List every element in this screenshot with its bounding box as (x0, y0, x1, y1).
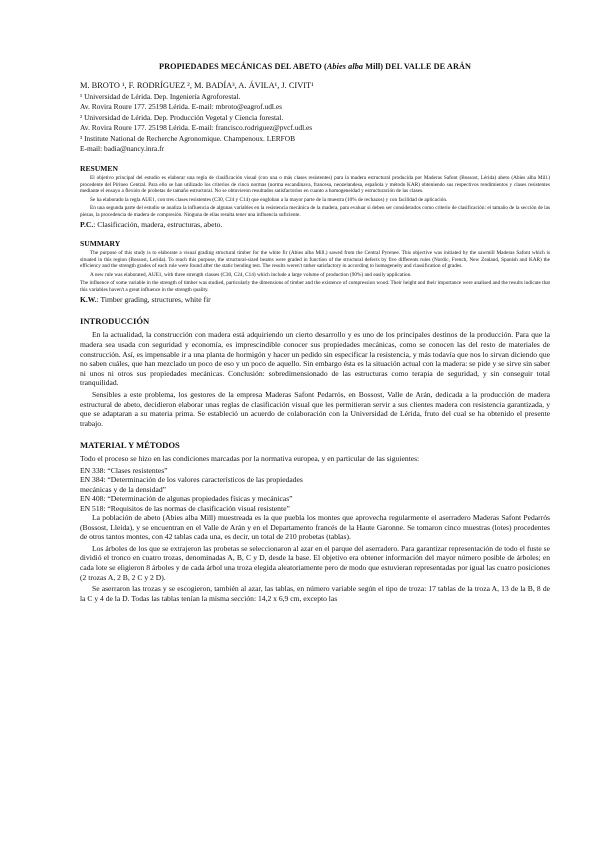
keywords-text: : Clasificación, madera, estructuras, abeto. (93, 220, 223, 230)
resumen-keywords (80, 220, 550, 229)
norm-item: EN 518: “Requisitos de las normas de clasificación visual resistente” (80, 503, 290, 513)
title-species: Abies alba (326, 62, 364, 71)
title-post: Mill) DEL VALLE DE ARÁN (363, 62, 471, 71)
resumen-paragraph: Se ha elaborado la regla AUE1, con tres clases resistentes (C30, C24 y C14) que engloban a la mayor parte de la muestra (10% de rechazos) y con facilidad de aplicación. (90, 196, 448, 203)
materiales-heading: MATERIAL Y MÉTODOS (80, 440, 180, 451)
body-paragraph: Todo el proceso se hizo en las condiciones marcadas por la normativa europea, y en particular de las siguientes: (80, 454, 420, 464)
summary-paragraph: The influence of some variable in the strength of timber was studied, particularly the dimensions of timber and the existence of compression wood. Their height and their importance were analised and the results indicate that this variables haven't a great influence in the strength quality. (80, 280, 550, 293)
body-paragraph: En la actualidad, la construcción con madera está adquiriendo un cierto desarrollo y es uno de los principales destinos de la producción. Para que la madera sea usada con seguridad y economía, es imprescindible conocer sus propiedades mecánicas, como se conocen las del resto de materiales de construcción. Así, es impensable ir a una planta de hormigón y hacer un pedido sin especificar la resistencia, y más todavía que nos lo sirvan diciendo que no saben cuáles, que han mezclado un poco de eso y un poco de aquello. Sin embargo ésta es la situación actual con la madera: se pide y se sirve sin saber ni unos ni otros sus propiedades mecánicas. Conclusión: sobredimensionado de las estructuras como terapia de seguridad, y sin conseguir total tranquilidad. (80, 330, 550, 388)
paper-title (80, 62, 550, 71)
title-pre: PROPIEDADES MECÁNICAS DEL ABETO ( (159, 62, 327, 71)
keywords-label: K.W. (80, 295, 97, 305)
summary-keywords (80, 295, 550, 304)
norm-item: EN 408: “Determinación de algunas propiedades físicas y mecánicas” (80, 494, 293, 504)
norm-item: mecánicas y de la densidad” (80, 484, 167, 494)
body-paragraph: Se aserraron las trozas y se escogieron, también al azar, las tablas, en número variable según el tipo de troza: 17 tablas de la troza A, 13 de la B, 8 de la C y 4 de la D. Todas las tablas tenían la misma sección: 14,2 x 6,9 cm, excepto las (80, 584, 550, 603)
resumen-paragraph: El objetivo principal del estudio es elaborar una regla de clasificación visual (con una o más clases resistentes) para la madera estructural producida por Maderas Safont (Bossost, Lérida) abeto (Abies alba Mill.) procedente del Pirineo Central. Para ello se han utilizado los criterios de cinco normas (norma escandinava, francesa, neozelandesa, española y método KAR) obteniendo sus respectivos rendimientos y clases resistentes mediante el ensayo a flexión de probetas de tamaño estructural. No se obtuvieron resultados satisfactorios en cuanto a homogeneidad y estructuración de las clases. (80, 175, 550, 195)
body-paragraph: La población de abeto (Abies alba Mill) muestreada es la que puebla los montes que aprovecha regularmente el aserradero Maderas Safont Pedarrós (Bossost, Lleida), y se encuentran en el Valle de Arán y en el Departamento francés de la Haute Garonne. Se tomaron cinco muestras (lotes) procedentes de otros tantos montes, con 42 tablas cada una, es decir, un total de 210 probetas (tablas). (80, 513, 550, 542)
summary-heading: SUMMARY (80, 239, 121, 249)
body-paragraph: Los árboles de los que se extrajeron las probetas se seleccionaron al azar en el parque del aserradero. Para garantizar representación de todo el fuste se dividió el tronco en cuatro trozas, denominadas A, B, C y D, desde la base. El objetivo era obtener información del mayor número posible de árboles; en cada lote se eligieron 8 árboles y de cada árbol una troza elegida aleatoriamente pero de modo que estuvieran representadas por igual las cuatro posiciones (2 trozas A, 2 B, 2 C y 2 D). (80, 543, 550, 582)
summary-paragraph: The purpose of this study is to elaborate a visual grading structural timber for the white fir (Abies alba Mill.) sawed from the Central Pyrenee. This objective was initiated by the sawmill Maderas Safont which is situated in this region (Bossost, Lerida). To reach this purpose, the structural-sized beams were graded in function of the structural defects by five differents rules (Nordic, French, New Zealand, Spanish and KAR) the efficiency and the strength grades of each rule were found after the static bending test. The results weren't rather satisfactory in according to homogeneity and classification of grades. (80, 250, 550, 270)
resumen-heading: RESUMEN (80, 164, 118, 174)
affiliation-line: ¹ Universidad de Lérida. Dep. Ingeniería Agroforestal. (80, 92, 241, 101)
introduccion-body (80, 330, 550, 428)
summary-paragraph: A new rule was elaborated, AUE1, with three strength classes (C30, C24, C14) which include a large volume of production (90%) and easily application. (90, 271, 412, 278)
author-list: M. BROTO ¹, F. RODRÍGUEZ ², M. BADÍA³, A. ÁVILA¹, J. CIVIT¹ (80, 81, 314, 90)
affiliation-line: E-mail: badia@nancy.inra.fr (80, 144, 165, 154)
affiliations (80, 92, 550, 154)
norm-item: EN 338: “Clases resistentes” (80, 465, 168, 475)
body-paragraph: Sensibles a este problema, los gestores de la empresa Maderas Safont Pedarrós, en Bossost, Valle de Arán, dedicada a la producción de madera estructural de abeto, decidieron elaborar unas reglas de clasificación visual que les permitieran servir a sus clientes madera con resistencia garantizada, y que se adaptaran a su materia prima. Se estableció un acuerdo de colaboración con la Universidad de Lérida, fruto del cual se ha obtenido el presente trabajo. (80, 390, 550, 428)
norm-list (80, 466, 550, 513)
materiales-body (80, 454, 550, 603)
introduccion-heading: INTRODUCCIÓN (80, 316, 150, 327)
affiliation-line: ³ Institute National de Recherche Agronomique. Champenoux. LERFOB (80, 133, 296, 143)
resumen-body (80, 175, 550, 218)
keywords-label: P.C. (80, 220, 94, 230)
affiliation-line: Av. Rovira Roure 177. 25198 Lérida. E-mail: mbroto@eagrof.udl.es (80, 102, 282, 112)
affiliation-line: ² Universidad de Lérida. Dep. Producción Vegetal y Ciencia forestal. (80, 112, 284, 122)
summary-body (80, 250, 550, 293)
affiliation-line: Av. Rovira Roure 177. 25198 Lérida. E-mail: francisco.rodriguez@pvcf.udl.es (80, 123, 313, 133)
norm-item: EN 384: “Determinación de los valores característicos de las propiedades (80, 475, 303, 485)
resumen-paragraph: En una segunda parte del estudio se analiza la influencia de algunas variables en la resistencia mecánica de la madera, para evaluar si deben ser considerados como criterio de clasificación: el tamaño de la sección de las piezas, la procedencia de madera de compresión. Ninguna de ellas resulta tener una influencia suficiente. (80, 205, 550, 218)
keywords-text: : Timber grading, structures, white fir (96, 295, 211, 305)
